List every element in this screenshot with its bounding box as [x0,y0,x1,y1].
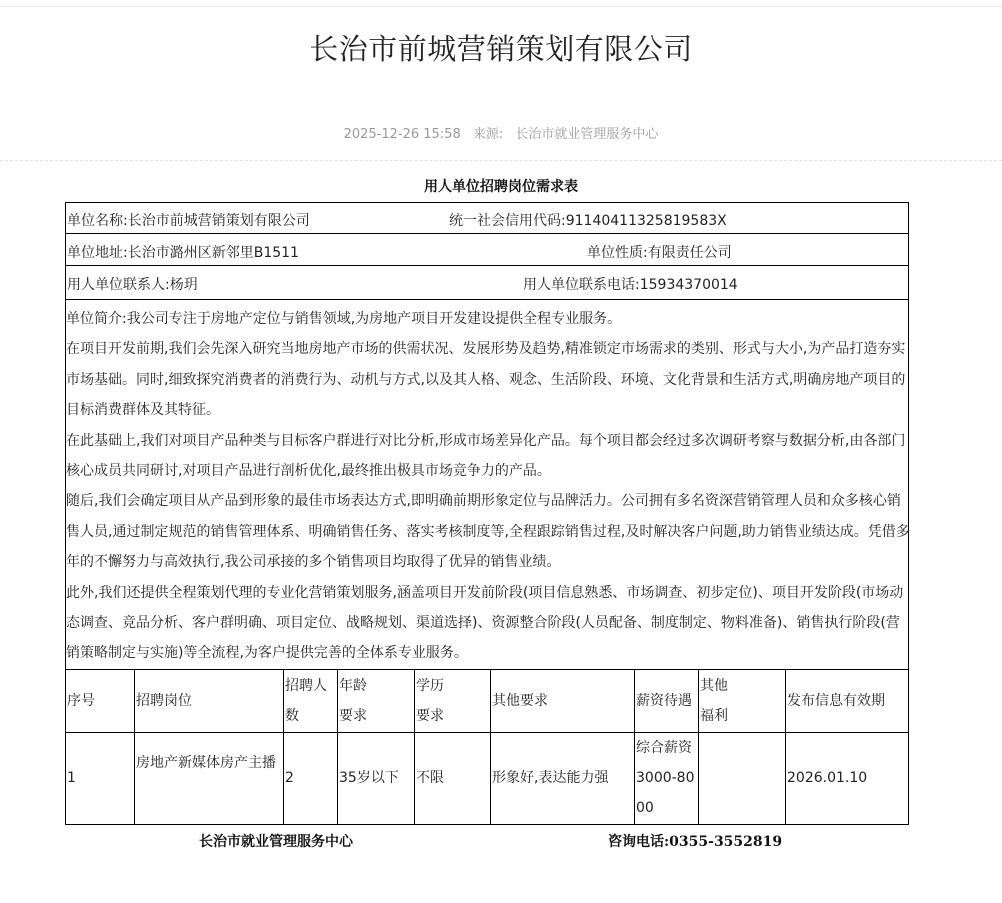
nature-value: 有限责任公司 [647,245,732,261]
row-education: 不限 [416,770,444,786]
row-other-req: 形象好,表达能力强 [492,770,609,786]
row-age: 35岁以下 [339,770,399,786]
header-age: 年龄要求 [339,678,367,724]
header-position: 招聘岗位 [136,693,192,709]
row-position: 房地产新媒体房产主播 [136,755,276,771]
col-divider [698,669,699,825]
row-headcount: 2 [285,770,294,786]
table-header-line [65,732,909,733]
meta-divider [0,160,1002,161]
company-row [65,202,909,234]
col-divider [414,669,415,825]
row-salary: 综合薪资3000-8000 [636,740,695,816]
company-value: 长治市前城营销策划有限公司 [127,213,310,229]
address-row [65,234,909,266]
footer-hotline: 咨询电话:0355-3552819 [608,834,783,850]
contact-row [65,266,909,300]
header-headcount: 招聘人数 [285,678,327,724]
row-validity: 2026.01.10 [787,770,868,786]
source-name: 长治市就业管理服务中心 [515,127,659,142]
company-label: 单位名称: [67,213,128,229]
contact-value: 杨玥 [169,277,198,293]
intro-paragraph: 此外,我们还提供全程策划代理的专业化营销策划服务,涵盖项目开发前阶段(项目信息熟悉、市场调查、初步定位)、项目开发阶段(市场动态调查、竞品分析、客户群明确、项目定位、战略规划、渠道选择)、资源整合阶段(人员配备、制度制定、物料准备)、销售执行阶段(营销策略制定与实施)等全流程,为客户提供完善的全体系专业服务。 [66,584,904,662]
intro-paragraph: 随后,我们会确定项目从产品到形象的最佳市场表达方式,即明确前期形象定位与品牌活力。公司拥有多名资深营销管理人员和众多核心销售人员,通过制定规范的销售管理体系、明确销售任务、落实考核制度等,全程跟踪销售过程,及时解决客户问题,助力销售业绩达成。凭借多年的不懈努力与高效执行,我公司承接的多个销售项目均取得了优异的销售业绩。 [66,493,910,571]
col-divider [134,669,135,825]
header-education: 学历要求 [416,678,444,724]
nature-label: 单位性质: [587,245,648,261]
contact-label: 用人单位联系人: [67,277,170,293]
col-divider [634,669,635,825]
col-divider [785,669,786,825]
intro-paragraph: 在此基础上,我们对项目产品种类与目标客户群进行对比分析,形成市场差异化产品。每个项目都会经过多次调研考察与数据分析,由各部门核心成员共同研讨,对项目产品进行剖析优化,最终推出极具市场竞争力的产品。 [66,432,906,480]
page-title: 长治市前城营销策划有限公司 [309,32,693,66]
intro-paragraph: 单位简介:我公司专注于房地产定位与销售领域,为房地产项目开发建设提供全程专业服务。 [66,311,622,327]
credit-value: 91140411325819583X [565,213,727,229]
header-index: 序号 [67,693,95,709]
source-label: 来源: [472,127,504,142]
article-meta [0,123,1002,142]
address-value: 长治市潞州区新邻里B1511 [127,245,299,261]
phone-label: 用人单位联系电话: [523,277,640,293]
form-title: 用人单位招聘岗位需求表 [424,179,578,195]
row-index: 1 [67,770,76,786]
phone-value: 15934370014 [639,277,738,293]
intro-paragraph: 在项目开发前期,我们会先深入研究当地房地产市场的供需状况、发展形势及趋势,精准锁定市场需求的类别、形式与大小,为产品打造夯实市场基础。同时,细致探究消费者的消费行为、动机与方式,以及其人格、观念、生活阶段、环境、文化背景和生活方式,明确房地产项目的目标消费群体及其特征。 [66,341,906,419]
header-benefits: 其他福利 [700,678,728,724]
footer-org: 长治市就业管理服务中心 [199,834,353,850]
col-divider [283,669,284,825]
col-divider [337,669,338,825]
header-other-req: 其他要求 [492,693,548,709]
header-salary: 薪资待遇 [636,693,692,709]
header-validity: 发布信息有效期 [787,693,885,709]
publish-date: 2025-12-26 15:58 [343,127,461,142]
credit-label: 统一社会信用代码: [449,213,566,229]
col-divider [490,669,491,825]
top-divider [0,6,1002,7]
company-intro [66,304,910,669]
address-label: 单位地址: [67,245,128,261]
table-top-line [65,669,909,670]
